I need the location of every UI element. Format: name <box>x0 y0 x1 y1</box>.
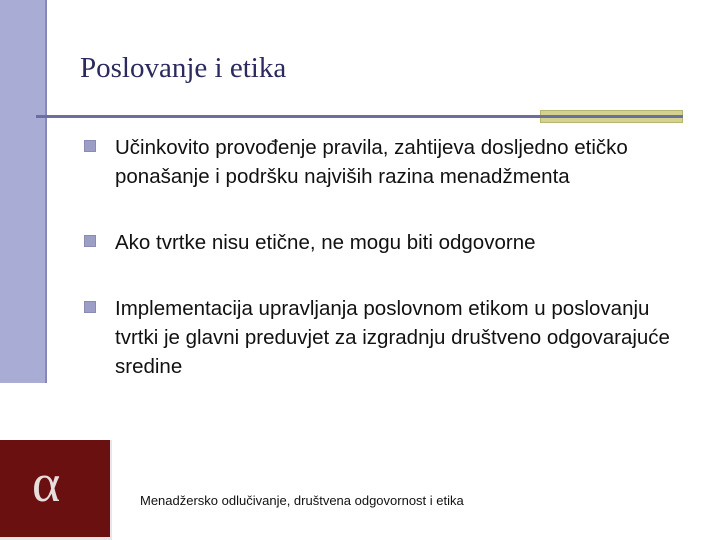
bullet-item <box>84 228 684 257</box>
square-bullet-icon <box>84 140 96 152</box>
bullet-item <box>84 294 684 381</box>
bullet-text: Ako tvrtke nisu etične, ne mogu biti odgovorne <box>115 231 536 254</box>
left-decorative-bar <box>0 0 47 383</box>
square-bullet-icon <box>84 301 96 313</box>
title-underline <box>36 115 540 118</box>
bullet-text: Učinkovito provođenje pravila, zahtijeva dosljedno etičko ponašanje i podršku najviših razina menadžmenta <box>115 136 628 188</box>
square-bullet-icon <box>84 235 96 247</box>
alpha-logo-symbol: α <box>32 453 61 513</box>
bullet-item <box>84 133 684 191</box>
bullet-list <box>84 133 684 418</box>
slide-title: Poslovanje i etika <box>80 52 287 84</box>
slide-footer: Menadžersko odlučivanje, društvena odgovornost i etika <box>140 493 464 508</box>
title-accent-line <box>540 115 683 118</box>
bullet-text: Implementacija upravljanja poslovnom etikom u poslovanju tvrtki je glavni preduvjet za izgradnju društveno odgovarajuće sredine <box>115 297 670 378</box>
